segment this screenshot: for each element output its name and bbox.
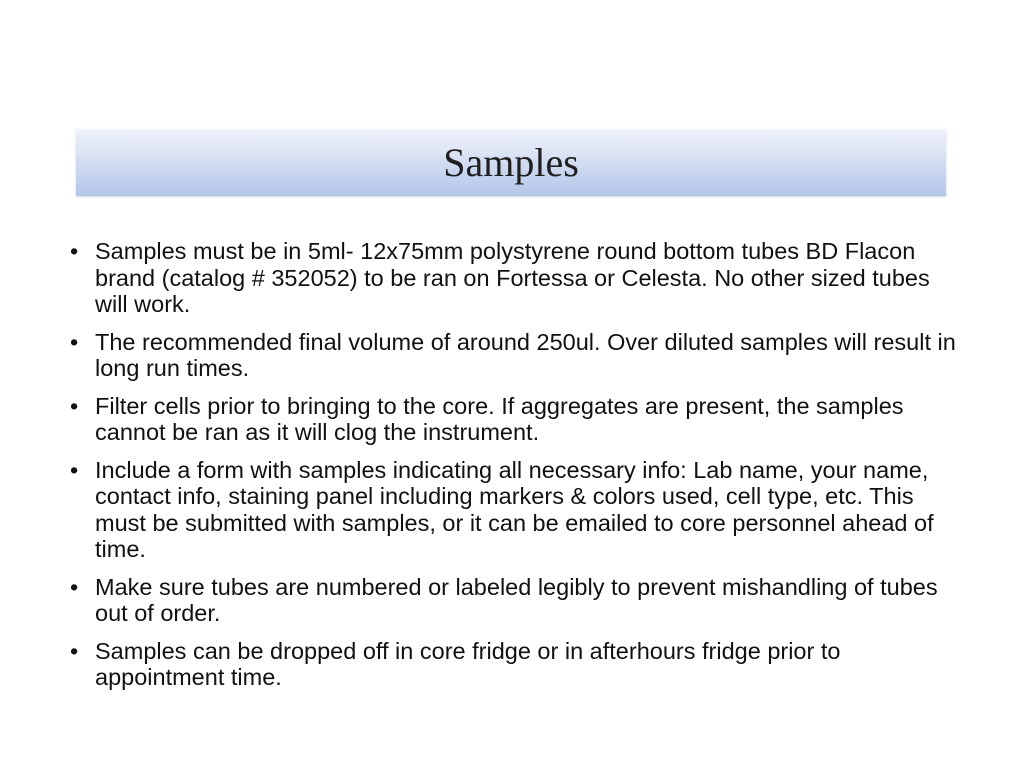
bullet-text: Filter cells prior to bringing to the core. If aggregates are present, the samples cannot be ran as it will clog the instrument. (95, 392, 904, 445)
bullet-item (70, 574, 960, 627)
bullet-marker: • (70, 238, 79, 264)
bullet-text: Include a form with samples indicating all necessary info: Lab name, your name, contact info, staining panel including markers & colors used, cell type, etc. This must be submitted with samples, or it can be emailed to core personnel ahead of time. (95, 456, 934, 562)
bullet-marker: • (70, 392, 79, 419)
bullet-marker: • (70, 637, 79, 664)
bullet-text: The recommended final volume of around 250ul. Over diluted samples will result in long run times. (95, 328, 956, 381)
slide-title: Samples (443, 140, 579, 185)
bullet-item (70, 238, 960, 318)
bullet-text: Make sure tubes are numbered or labeled legibly to prevent mishandling of tubes out of order. (95, 573, 938, 626)
bullet-item (70, 638, 960, 691)
bullet-marker: • (70, 456, 79, 483)
bullet-text: Samples must be in 5ml- 12x75mm polystyrene round bottom tubes BD Flacon brand (catalog # 352052) to be ran on Fortessa or Celesta. No other sized tubes will work. (95, 238, 930, 317)
bullet-item (70, 457, 960, 563)
bullet-list (70, 238, 960, 702)
bullet-item (70, 393, 960, 446)
bullet-item (70, 329, 960, 382)
bullet-marker: • (70, 573, 79, 600)
bullet-marker: • (70, 328, 79, 355)
bullet-text: Samples can be dropped off in core fridge or in afterhours fridge prior to appointment time. (95, 637, 841, 690)
title-bar (76, 129, 946, 196)
